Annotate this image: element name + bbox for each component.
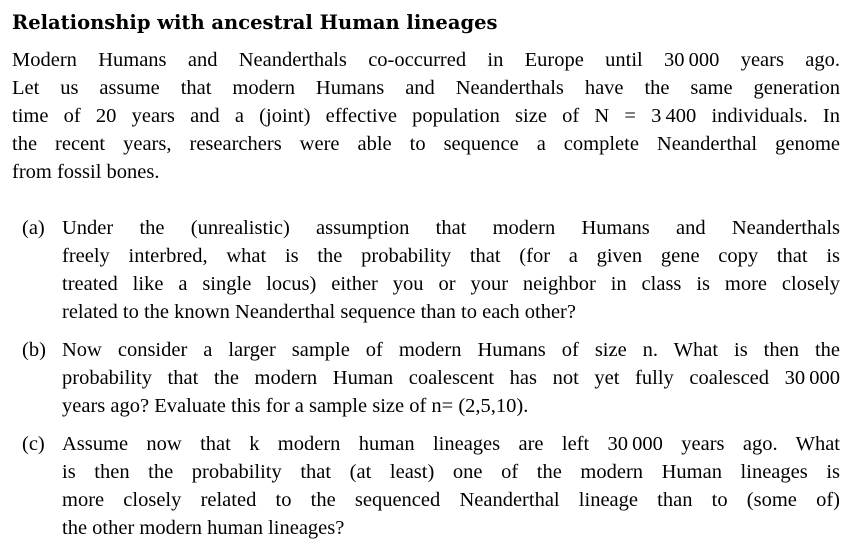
question-line: probability that the modern Human coalescent has not yet fully coalesced 30 000 bbox=[62, 367, 840, 389]
question-label: (a) bbox=[22, 217, 45, 239]
question-line: freely interbred, what is the probability that (for a given gene copy that is bbox=[62, 245, 840, 267]
question-line: more closely related to the sequenced Neanderthal lineage than to (some of) bbox=[62, 489, 840, 511]
intro-line: the recent years, researchers were able to sequence a complete Neanderthal genome bbox=[12, 133, 840, 155]
question-text bbox=[62, 214, 840, 326]
intro-line: time of 20 years and a (joint) effective population size of N = 3 400 individuals. In bbox=[12, 105, 840, 127]
intro-line: Modern Humans and Neanderthals co-occurred in Europe until 30 000 years ago. bbox=[12, 49, 840, 71]
question-c bbox=[22, 430, 840, 542]
question-line: related to the known Neanderthal sequence than to each other? bbox=[62, 301, 576, 323]
question-line: Assume now that k modern human lineages are left 30 000 years ago. What bbox=[62, 433, 840, 455]
intro-line: Let us assume that modern Humans and Neanderthals have the same generation bbox=[12, 77, 840, 99]
question-line: is then the probability that (at least) one of the modern Human lineages is bbox=[62, 461, 840, 483]
question-line: Now consider a larger sample of modern Humans of size n. What is then the bbox=[62, 339, 840, 361]
question-line: Under the (unrealistic) assumption that modern Humans and Neanderthals bbox=[62, 217, 840, 239]
question-text bbox=[62, 336, 840, 420]
question-line: years ago? Evaluate this for a sample size of n= (2,5,10). bbox=[62, 395, 529, 417]
intro-line: from fossil bones. bbox=[12, 161, 160, 183]
question-label: (c) bbox=[22, 433, 45, 455]
question-list bbox=[22, 214, 840, 542]
question-label: (b) bbox=[22, 339, 46, 361]
question-line: the other modern human lineages? bbox=[62, 517, 345, 539]
question-line: treated like a single locus) either you or your neighbor in class is more closely bbox=[62, 273, 840, 295]
question-a bbox=[22, 214, 840, 326]
question-b bbox=[22, 336, 840, 420]
intro-paragraph bbox=[12, 46, 840, 186]
section-title: Relationship with ancestral Human lineages bbox=[12, 11, 498, 34]
question-text bbox=[62, 430, 840, 542]
